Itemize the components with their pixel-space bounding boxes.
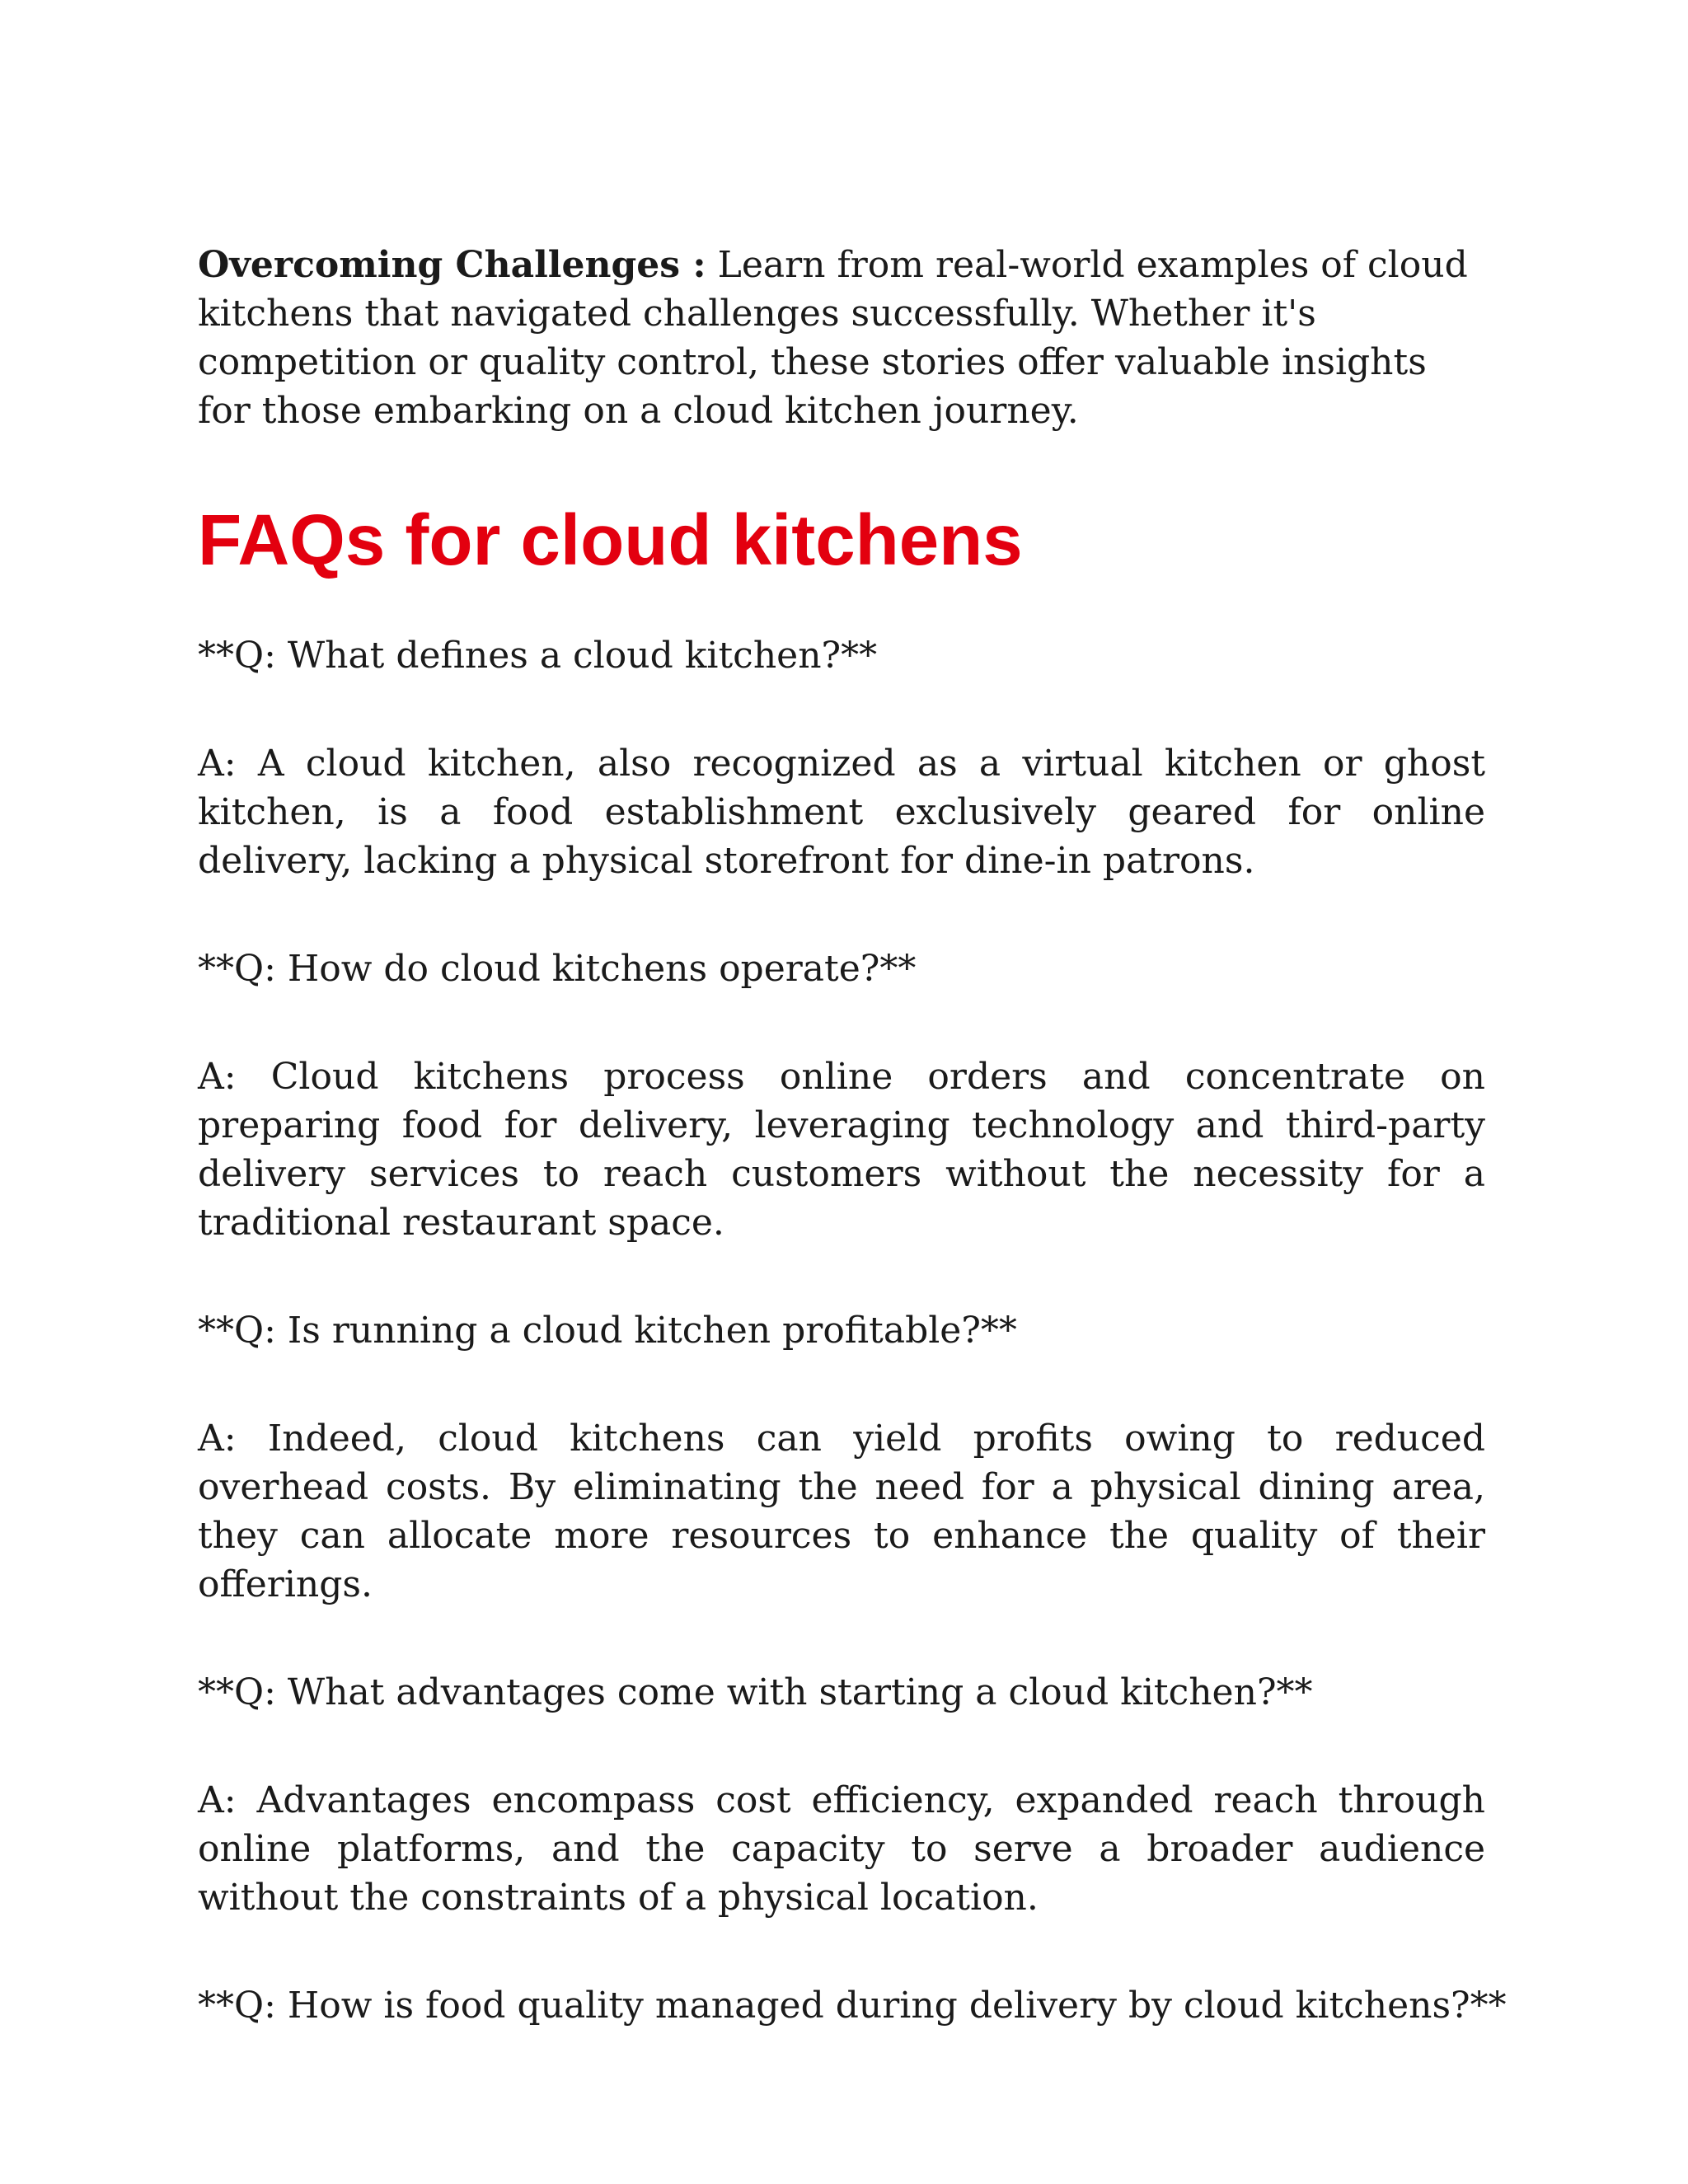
page-content [198, 241, 1507, 2030]
faq-item [198, 944, 1485, 1247]
faq-answer: A: Advantages encompass cost efficiency, expanded reach through online platforms, and the capacity to serve a broader audience without the constraints of a physical location. [198, 1779, 1485, 1919]
faq-answer: A: Indeed, cloud kitchens can yield profits owing to reduced overhead costs. By eliminating the need for a physical dining area, they can allocate more resources to enhance the quality of their offerings. [198, 1418, 1485, 1605]
faq-item [198, 631, 1485, 885]
faq-answer: A: Cloud kitchens process online orders and concentrate on preparing food for delivery, leveraging technology and third-party delivery services to reach customers without the necessity for a traditional restaurant space. [198, 1056, 1485, 1244]
faq-question: **Q: How do cloud kitchens operate?** [198, 948, 917, 990]
faq-question: **Q: Is running a cloud kitchen profitable?** [198, 1310, 1017, 1352]
intro-lead: Overcoming Challenges : [198, 244, 706, 286]
faq-question: **Q: What defines a cloud kitchen?** [198, 635, 878, 677]
faq-heading: FAQs for cloud kitchens [198, 500, 1023, 580]
faq-item [198, 1668, 1485, 1922]
intro-body: Learn from real-world examples of cloud kitchens that navigated challenges successfully. Whether it's competition or quality control, these stories offer valuable insights for those embarking on a cloud kitchen journey. [198, 244, 1468, 432]
faq-item [198, 1306, 1485, 1609]
faq-item [198, 1981, 1507, 2030]
faq-question: **Q: What advantages come with starting a cloud kitchen?** [198, 1671, 1313, 1713]
faq-question: **Q: How is food quality managed during delivery by cloud kitchens?** [198, 1985, 1507, 2027]
faq-list [198, 631, 1507, 2030]
faq-answer: A: A cloud kitchen, also recognized as a virtual kitchen or ghost kitchen, is a food establishment exclusively geared for online delivery, lacking a physical storefront for dine-in patrons. [198, 743, 1485, 882]
intro-paragraph [198, 241, 1485, 435]
